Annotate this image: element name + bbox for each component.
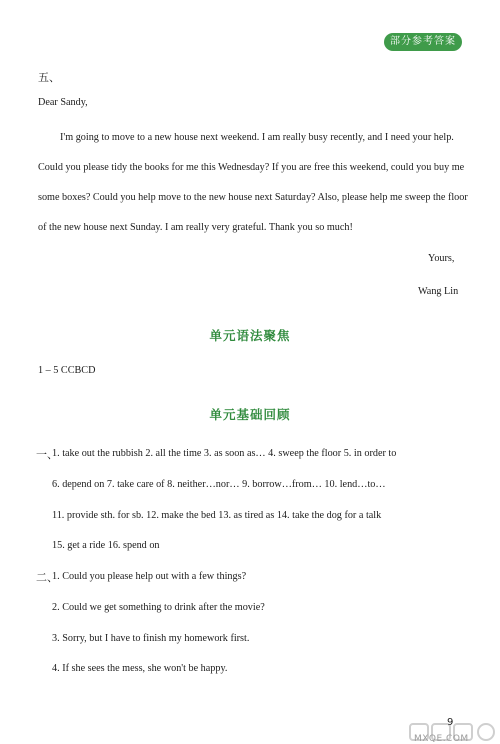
grammar-section-title: 单元语法聚焦 [209,328,291,343]
phrase-line-2: 6. depend on 7. take care of 8. neither…nor… 9. borrow…from… 10. lend…to… [52,479,386,490]
letter-greeting: Dear Sandy, [38,97,88,108]
letter-line-3: some boxes? Could you help move to the new house next Saturday? Also, please help me sweep the floor [38,192,468,203]
sentence-4: 4. If she sees the mess, she won't be happy. [52,663,228,674]
part-1-label: 一、 [36,449,58,461]
sentence-3: 3. Sorry, but I have to finish my homework first. [52,633,250,644]
letter-closing: Yours, [428,253,455,264]
letter-line-2: Could you please tidy the books for me this Wednesday? If you are free this weekend, could you buy me [38,162,465,173]
page-number: 9 [447,717,454,728]
sentence-1: 1. Could you please help out with a few things? [52,571,247,582]
phrase-line-1: 1. take out the rubbish 2. all the time 3. as soon as… 4. sweep the floor 5. in order to [52,448,397,459]
letter-line-1: I'm going to move to a new house next weekend. I am really busy recently, and I need your help. [60,132,454,143]
part-2-label: 二、 [36,572,58,584]
review-section-title: 单元基础回顾 [209,407,291,422]
watermark-text: MXQE.COM [414,734,469,744]
letter-line-4: of the new house next Sunday. I am really very grateful. Thank you so much! [38,222,353,233]
phrase-line-3: 11. provide sth. for sb. 12. make the bed 13. as tired as 14. take the dog for a talk [52,510,382,521]
answer-key-badge: 部分参考答案 [384,33,462,51]
section-5-label: 五、 [38,72,60,84]
phrase-line-4: 15. get a ride 16. spend on [52,540,160,551]
letter-signature: Wang Lin [418,286,459,297]
sentence-2: 2. Could we get something to drink after the movie? [52,602,265,613]
grammar-answers: 1 – 5 CCBCD [38,365,96,376]
